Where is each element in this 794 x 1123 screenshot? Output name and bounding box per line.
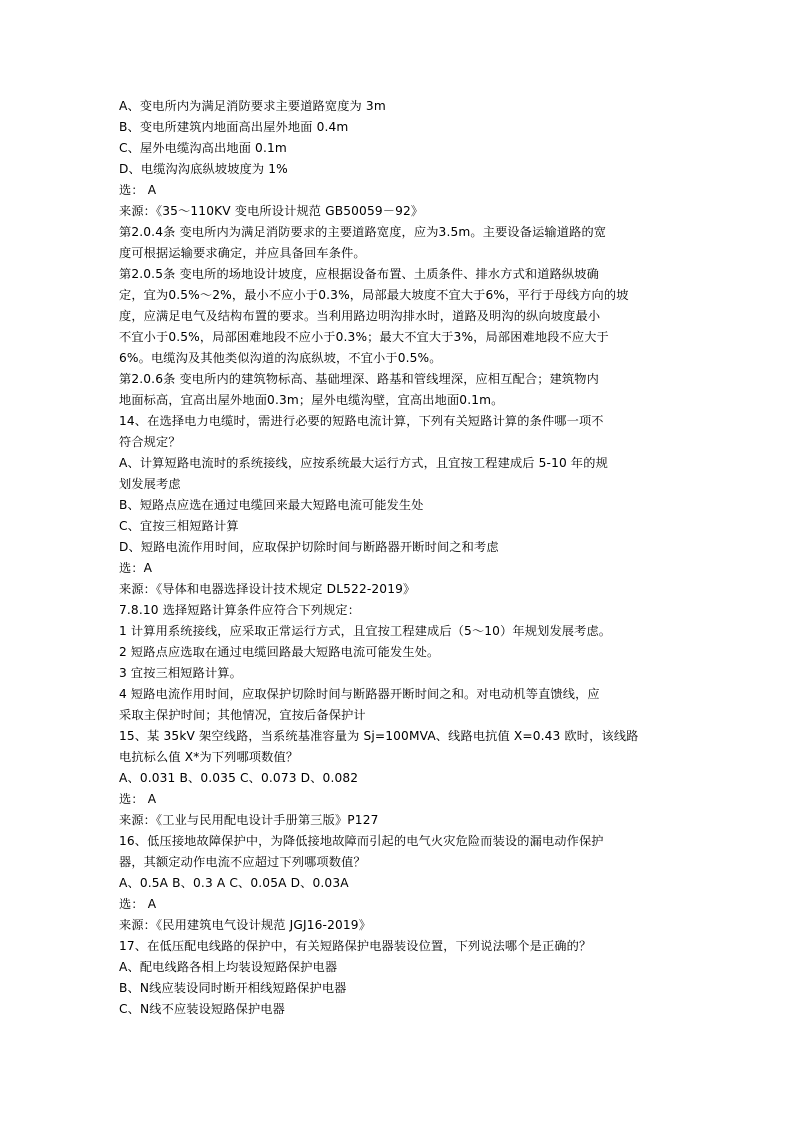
clause-text-line: 度，应满足电气及结构布置的要求。当利用路边明沟排水时，道路及明沟的纵向坡度最小 [119, 309, 601, 323]
clause-text-line: 2 短路点应选取在通过电缆回路最大短路电流可能发生处。 [119, 645, 440, 659]
answer-line: 选： A [119, 792, 157, 806]
option-a-line: A、计算短路电流时的系统接线，应按系统最大运行方式，且宜按工程建成后 5-10 年的规 [119, 456, 608, 470]
question-14-line: 14、在选择电力电缆时，需进行必要的短路电流计算，下列有关短路计算的条件哪一项不 [119, 414, 604, 428]
answer-line: 选：A [119, 561, 153, 575]
option-a-line: A、配电线路各相上均装设短路保护电器 [119, 960, 338, 974]
option-b-line: B、短路点应选在通过电缆回来最大短路电流可能发生处 [119, 498, 424, 512]
question-15-line: 电抗标么值 X*为下列哪项数值？ [119, 750, 299, 764]
answer-line: 选： A [119, 183, 157, 197]
clause-text-line: 1 计算用系统接线，应采取正常运行方式，且宜按工程建成后（5～10）年规划发展考虑。 [119, 624, 612, 638]
option-d-line: D、短路电流作用时间，应取保护切除时间与断路器开断时间之和考虑 [119, 540, 499, 554]
clause-text-line: 7.8.10 选择短路计算条件应符合下列规定： [119, 603, 361, 617]
clause-text-line: 地面标高，宜高出屋外地面0.3m；屋外电缆沟壁，宜高出地面0.1m。 [119, 393, 504, 407]
option-b-line: B、变电所建筑内地面高出屋外地面 0.4m [119, 120, 349, 134]
option-c-line: C、屋外电缆沟高出地面 0.1m [119, 141, 287, 155]
option-a-line: 划发展考虑 [119, 477, 181, 491]
document-body [119, 96, 679, 1020]
question-16-line: 16、低压接地故障保护中，为降低接地故障而引起的电气火灾危险而装设的漏电动作保护 [119, 834, 604, 848]
source-line: 来源：《工业与民用配电设计手册第三版》P127 [119, 813, 379, 827]
clause-text-line: 第2.0.6条 变电所内的建筑物标高、基础埋深、路基和管线埋深，应相互配合；建筑物内 [119, 372, 599, 386]
clause-text-line: 第2.0.5条 变电所的场地设计坡度，应根据设备布置、土质条件、排水方式和道路纵坡确 [119, 267, 599, 281]
clause-text-line: 3 宜按三相短路计算。 [119, 666, 242, 680]
clause-text-line: 采取主保护时间；其他情况，宜按后备保护计 [119, 708, 366, 722]
clause-text-line: 6%。电缆沟及其他类似沟道的沟底纵坡，不宜小于0.5%。 [119, 351, 442, 365]
clause-text-line: 4 短路电流作用时间，应取保护切除时间与断路器开断时间之和。对电动机等直馈线，应 [119, 687, 600, 701]
answer-line: 选： A [119, 897, 157, 911]
option-c-line: C、N线不应装设短路保护电器 [119, 1002, 285, 1016]
options-line: A、0.031 B、0.035 C、0.073 D、0.082 [119, 771, 359, 785]
question-15-line: 15、某 35kV 架空线路，当系统基准容量为 Sj=100MVA、线路电抗值 X=0.43 欧时，该线路 [119, 729, 639, 743]
question-17-line: 17、在低压配电线路的保护中，有关短路保护电器装设位置，下列说法哪个是正确的？ [119, 939, 592, 953]
source-line: 来源：《35～110KV 变电所设计规范 GB50059－92》 [119, 204, 424, 218]
source-line: 来源：《导体和电器选择设计技术规定 DL522-2019》 [119, 582, 416, 596]
options-line: A、0.5A B、0.3 A C、0.05A D、0.03A [119, 876, 349, 890]
option-b-line: B、N线应装设同时断开相线短路保护电器 [119, 981, 347, 995]
clause-text-line: 第2.0.4条 变电所内为满足消防要求的主要道路宽度，应为3.5m。主要设备运输道路的宽 [119, 225, 607, 239]
question-16-line: 器，其额定动作电流不应超过下列哪项数值？ [119, 855, 366, 869]
clause-text-line: 定，宜为0.5%～2%，最小不应小于0.3%，局部最大坡度不宜大于6%，平行于母线方向的坡 [119, 288, 629, 302]
source-line: 来源：《民用建筑电气设计规范 JGJ16-2019》 [119, 918, 372, 932]
option-c-line: C、宜按三相短路计算 [119, 519, 239, 533]
clause-text-line: 度可根据运输要求确定，并应具备回车条件。 [119, 246, 366, 260]
option-a-line: A、变电所内为满足消防要求主要道路宽度为 3m [119, 99, 386, 113]
clause-text-line: 不宜小于0.5%，局部困难地段不应小于0.3%；最大不宜大于3%，局部困难地段不应大于 [119, 330, 609, 344]
option-d-line: D、电缆沟沟底纵坡坡度为 1% [119, 162, 288, 176]
question-14-line: 符合规定？ [119, 435, 181, 449]
